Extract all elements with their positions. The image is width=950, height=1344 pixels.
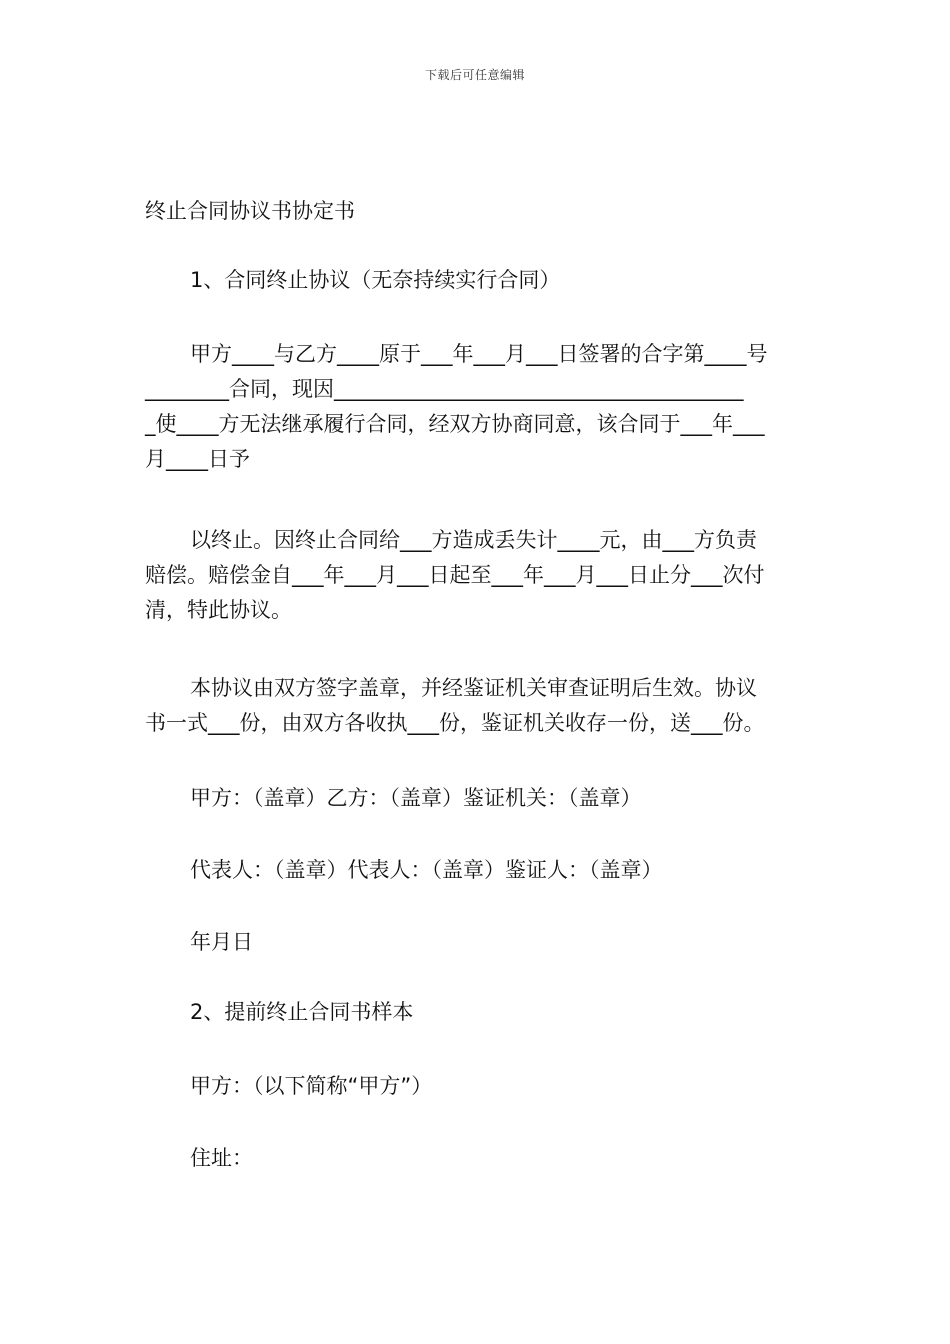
paragraph-line: 月____日予 (145, 447, 250, 471)
paragraph-line: 甲方____与乙方____原于___年___月___日签署的合字第____号 (190, 342, 768, 366)
date-line: 年月日 (190, 930, 253, 954)
paragraph-line: 以终止。因终止合同给___方造成丢失计____元，由___方负责 (190, 528, 757, 552)
paragraph-compensation (145, 523, 852, 628)
paragraph-line: ________合同，现因_______________________________________ (145, 377, 744, 401)
page-header: 下载后可任意编辑 (424, 68, 525, 82)
paragraph-line: _使____方无法继承履行合同，经双方协商同意，该合同于___年___ (145, 412, 765, 436)
address-line: 住址： (190, 1146, 253, 1170)
section1-heading: 1、合同终止协议（无奈持续实行合同） (190, 268, 561, 292)
paragraph-line: 清，特此协议。 (145, 598, 292, 622)
paragraph-effectiveness (145, 671, 852, 741)
paragraph-line: 本协议由双方签字盖章，并经鉴证机关审查证明后生效。协议 (190, 676, 757, 700)
document-title: 终止合同协议书协定书 (145, 199, 355, 223)
paragraph-line: 书一式___份，由双方各收执___份，鉴证机关收存一份，送___份。 (145, 711, 765, 735)
paragraph-termination-terms (145, 337, 852, 477)
signature-line-representatives: 代表人：（盖章）代表人：（盖章）鉴证人：（盖章） (190, 858, 663, 882)
paragraph-line: 赔偿。赔偿金自___年___月___日起至___年___月___日止分___次付 (145, 563, 765, 587)
party-a-line: 甲方：（以下简称“甲方”） (190, 1074, 433, 1098)
section2-heading: 2、提前终止合同书样本 (190, 1000, 414, 1024)
signature-line-parties: 甲方：（盖章）乙方：（盖章）鉴证机关：（盖章） (190, 786, 642, 810)
